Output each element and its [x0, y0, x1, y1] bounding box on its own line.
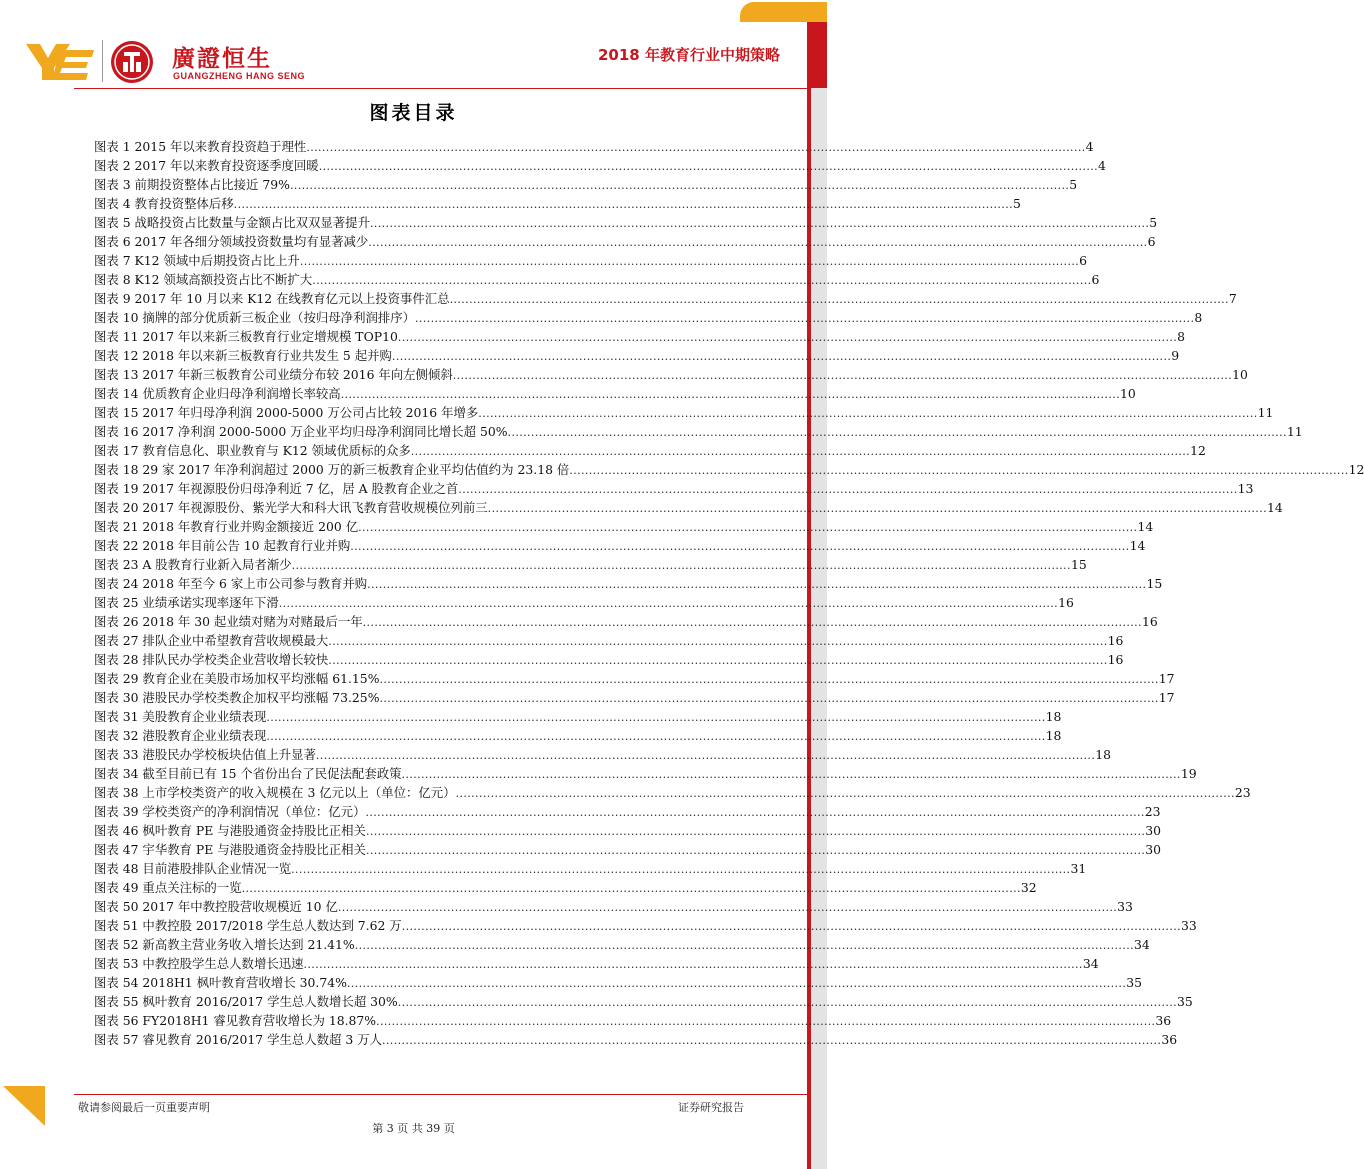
toc-entry-label: 图表 5 战略投资占比数量与金额占比双双显著提升	[94, 215, 370, 230]
toc-entry-page: 10	[1232, 367, 1248, 382]
toc-entry[interactable]	[94, 194, 1021, 213]
toc-entry[interactable]	[94, 973, 1143, 992]
toc-entry-label: 图表 46 枫叶教育 PE 与港股通资金持股比正相关	[94, 823, 366, 838]
toc-entry-page: 33	[1117, 899, 1133, 914]
toc-entry[interactable]	[94, 327, 1186, 346]
toc-dot-leader: ........................................................................................................................................................................................................	[315, 749, 1096, 762]
toc-dot-leader: ........................................................................................................................................................................................................	[266, 730, 1046, 743]
toc-entry-label: 图表 34 截至目前已有 15 个省份出台了民促法配套政策	[94, 766, 402, 781]
toc-entry[interactable]	[94, 726, 1062, 745]
toc-entry[interactable]	[94, 631, 1124, 650]
toc-entry-page: 14	[1267, 500, 1283, 515]
toc-entry-label: 图表 21 2018 年教育行业并购金额接近 200 亿	[94, 519, 359, 534]
toc-entry-label: 图表 33 港股民办学校板块估值上升显著	[94, 747, 316, 762]
toc-entry[interactable]	[94, 460, 1364, 479]
toc-entry[interactable]	[94, 1011, 1172, 1030]
toc-entry-label: 图表 11 2017 年以来新三板教育行业定增规模 TOP10	[94, 329, 398, 344]
toc-dot-leader: ........................................................................................................................................................................................................	[507, 426, 1287, 439]
toc-entry-page: 35	[1177, 994, 1193, 1009]
toc-entry-label: 图表 32 港股教育企业业绩表现	[94, 728, 267, 743]
toc-dot-leader: ........................................................................................................................................................................................................	[376, 1015, 1156, 1028]
toc-entry-page: 6	[1091, 272, 1100, 287]
toc-entry-label: 图表 2 2017 年以来教育投资逐季度回暖	[94, 158, 319, 173]
toc-entry-page: 18	[1095, 747, 1112, 762]
toc-entry-page: 32	[1020, 880, 1037, 895]
toc-entry-label: 图表 19 2017 年视源股份归母净利近 7 亿，居 A 股教育企业之首	[94, 481, 459, 496]
toc-dot-leader: ........................................................................................................................................................................................................	[569, 464, 1349, 477]
toc-entry[interactable]	[94, 289, 1237, 308]
toc-entry[interactable]	[94, 783, 1251, 802]
footer-disclaimer: 敬请参阅最后一页重要声明	[78, 1101, 210, 1114]
figure-toc	[94, 137, 1364, 1049]
toc-entry[interactable]	[94, 346, 1180, 365]
toc-entry-label: 图表 14 优质教育企业归母净利润增长率较高	[94, 386, 341, 401]
toc-entry-page: 23	[1144, 804, 1161, 819]
toc-entry-label: 图表 55 枫叶教育 2016/2017 学生总人数增长超 30%	[94, 994, 398, 1009]
toc-entry-page: 17	[1158, 690, 1175, 705]
toc-dot-leader: ........................................................................................................................................................................................................	[367, 578, 1147, 591]
toc-entry[interactable]	[94, 821, 1162, 840]
toc-entry-page: 35	[1126, 975, 1143, 990]
toc-entry[interactable]	[94, 650, 1124, 669]
toc-entry-label: 图表 9 2017 年 10 月以来 K12 在线教育亿元以上投资事件汇总	[94, 291, 450, 306]
toc-entry[interactable]	[94, 384, 1136, 403]
toc-dot-leader: ........................................................................................................................................................................................................	[312, 274, 1092, 287]
toc-dot-leader: ........................................................................................................................................................................................................	[299, 255, 1080, 268]
toc-entry-label: 图表 24 2018 年至今 6 家上市公司参与教育并购	[94, 576, 368, 591]
toc-dot-leader: ........................................................................................................................................................................................................	[358, 521, 1138, 534]
toc-dot-leader: ........................................................................................................................................................................................................	[328, 654, 1108, 667]
toc-entry[interactable]	[94, 403, 1274, 422]
toc-dot-leader: ........................................................................................................................................................................................................	[458, 483, 1238, 496]
toc-dot-leader: ........................................................................................................................................................................................................	[397, 996, 1178, 1009]
toc-entry-page: 18	[1045, 709, 1062, 724]
toc-entry-page: 36	[1161, 1032, 1178, 1047]
toc-dot-leader: ........................................................................................................................................................................................................	[340, 388, 1121, 401]
toc-entry-page: 6	[1079, 253, 1088, 268]
toc-dot-leader: ........................................................................................................................................................................................................	[306, 141, 1086, 154]
toc-entry-page: 16	[1058, 595, 1074, 610]
toc-entry[interactable]	[94, 175, 1078, 194]
toc-entry-page: 4	[1098, 158, 1106, 173]
toc-entry-label: 图表 38 上市学校类资产的收入规模在 3 亿元以上（单位：亿元）	[94, 785, 456, 800]
toc-entry-page: 16	[1141, 614, 1158, 629]
toc-entry-page: 5	[1069, 177, 1078, 192]
toc-entry[interactable]	[94, 536, 1146, 555]
toc-entry-label: 图表 29 教育企业在美股市场加权平均涨幅 61.15%	[94, 671, 380, 686]
toc-entry[interactable]	[94, 422, 1303, 441]
toc-entry[interactable]	[94, 745, 1112, 764]
toc-entry-label: 图表 48 目前港股排队企业情况一览	[94, 861, 292, 876]
toc-entry-label: 图表 57 睿见教育 2016/2017 学生总人数超 3 万人	[94, 1032, 382, 1047]
toc-dot-leader: ........................................................................................................................................................................................................	[410, 445, 1191, 458]
toc-dot-leader: ........................................................................................................................................................................................................	[291, 863, 1071, 876]
toc-dot-leader: ........................................................................................................................................................................................................	[289, 179, 1070, 192]
brand-name-cn: 廣證恒生	[172, 46, 272, 72]
toc-entry[interactable]	[94, 859, 1087, 878]
toc-entry-label: 图表 50 2017 年中教控股营收规模近 10 亿	[94, 899, 338, 914]
toc-entry[interactable]	[94, 308, 1203, 327]
toc-entry-label: 图表 6 2017 年各细分领域投资数量均有显著减少	[94, 234, 369, 249]
toc-entry-label: 图表 18 29 家 2017 年净利润超过 2000 万的新三板教育企业平均估值约为 23.18 倍	[94, 462, 570, 477]
toc-entry-label: 图表 30 港股民办学校类教企加权平均涨幅 73.25%	[94, 690, 380, 705]
toc-entry-label: 图表 22 2018 年目前公告 10 起教育行业并购	[94, 538, 351, 553]
toc-entry-page: 11	[1257, 405, 1274, 420]
logo-divider	[102, 40, 103, 82]
toc-dot-leader: ........................................................................................................................................................................................................	[368, 236, 1148, 249]
toc-entry-page: 8	[1194, 310, 1203, 325]
toc-entry-page: 33	[1181, 918, 1197, 933]
toc-dot-leader: ........................................................................................................................................................................................................	[379, 692, 1159, 705]
toc-dot-leader: ........................................................................................................................................................................................................	[241, 882, 1021, 895]
toc-entry-page: 16	[1107, 633, 1124, 648]
toc-entry-label: 图表 27 排队企业中希望教育营收规模最大	[94, 633, 329, 648]
toc-entry-label: 图表 25 业绩承诺实现率逐年下滑	[94, 595, 279, 610]
toc-entry[interactable]	[94, 840, 1162, 859]
page-title: 图表目录	[369, 102, 458, 124]
toc-dot-leader: ........................................................................................................................................................................................................	[478, 407, 1258, 420]
report-title: 2018 年教育行业中期策略	[598, 46, 780, 64]
toc-entry-page: 10	[1120, 386, 1136, 401]
header-rule	[74, 88, 807, 89]
toc-entry[interactable]	[94, 593, 1074, 612]
toc-entry-page: 4	[1085, 139, 1094, 154]
toc-entry-page: 14	[1129, 538, 1146, 553]
toc-entry-page: 5	[1149, 215, 1158, 230]
toc-entry-page: 19	[1180, 766, 1197, 781]
header-accent-bar	[740, 2, 827, 22]
toc-entry[interactable]	[94, 992, 1193, 1011]
toc-dot-leader: ........................................................................................................................................................................................................	[449, 293, 1229, 306]
toc-entry[interactable]	[94, 688, 1175, 707]
toc-entry[interactable]	[94, 1030, 1178, 1049]
toc-dot-leader: ........................................................................................................................................................................................................	[487, 502, 1267, 515]
toc-dot-leader: ........................................................................................................................................................................................................	[278, 597, 1059, 610]
toc-entry[interactable]	[94, 935, 1150, 954]
toc-entry[interactable]	[94, 916, 1197, 935]
toc-dot-leader: ........................................................................................................................................................................................................	[362, 616, 1142, 629]
toc-entry[interactable]	[94, 954, 1099, 973]
toc-dot-leader: ........................................................................................................................................................................................................	[379, 673, 1159, 686]
page-number: 第 3 页 共 39 页	[372, 1122, 455, 1135]
toc-dot-leader: ........................................................................................................................................................................................................	[354, 939, 1135, 952]
toc-entry[interactable]	[94, 251, 1088, 270]
toc-entry-label: 图表 1 2015 年以来教育投资趋于理性	[94, 139, 307, 154]
toc-dot-leader: ........................................................................................................................................................................................................	[452, 369, 1233, 382]
toc-entry-label: 图表 12 2018 年以来新三板教育行业共发生 5 起并购	[94, 348, 392, 363]
toc-dot-leader: ........................................................................................................................................................................................................	[303, 958, 1083, 971]
toc-entry-page: 17	[1158, 671, 1175, 686]
toc-dot-leader: ........................................................................................................................................................................................................	[291, 559, 1071, 572]
toc-entry-page: 5	[1013, 196, 1021, 211]
toc-entry-page: 15	[1070, 557, 1087, 572]
toc-entry-page: 12	[1190, 443, 1206, 458]
toc-dot-leader: ........................................................................................................................................................................................................	[401, 768, 1181, 781]
toc-dot-leader: ........................................................................................................................................................................................................	[415, 312, 1195, 325]
footer-rule	[74, 1094, 807, 1095]
toc-dot-leader: ........................................................................................................................................................................................................	[318, 160, 1099, 173]
toc-dot-leader: ........................................................................................................................................................................................................	[401, 920, 1182, 933]
toc-entry[interactable]	[94, 764, 1197, 783]
toc-dot-leader: ........................................................................................................................................................................................................	[328, 635, 1108, 648]
toc-entry-label: 图表 52 新高教主营业务收入增长达到 21.41%	[94, 937, 355, 952]
toc-entry[interactable]	[94, 612, 1158, 631]
brand-name-en: GUANGZHENG HANG SENG	[173, 71, 306, 81]
footer-report-type: 证券研究报告	[678, 1101, 744, 1114]
toc-entry[interactable]	[94, 213, 1158, 232]
toc-entry-label: 图表 23 A 股教育行业新入局者渐少	[94, 557, 292, 572]
toc-entry-page: 34	[1134, 937, 1150, 952]
toc-dot-leader: ........................................................................................................................................................................................................	[365, 825, 1146, 838]
toc-dot-leader: ........................................................................................................................................................................................................	[365, 806, 1145, 819]
toc-dot-leader: ........................................................................................................................................................................................................	[337, 901, 1118, 914]
toc-entry-page: 36	[1155, 1013, 1172, 1028]
toc-entry-label: 图表 54 2018H1 枫叶教育营收增长 30.74%	[94, 975, 347, 990]
toc-entry-page: 34	[1082, 956, 1099, 971]
toc-entry[interactable]	[94, 479, 1254, 498]
toc-entry-label: 图表 56 FY2018H1 睿见教育营收增长为 18.87%	[94, 1013, 377, 1028]
toc-entry[interactable]	[94, 156, 1106, 175]
toc-dot-leader: ........................................................................................................................................................................................................	[391, 350, 1172, 363]
toc-entry-page: 30	[1145, 823, 1162, 838]
toc-entry-page: 8	[1177, 329, 1186, 344]
toc-entry-page: 12	[1348, 462, 1364, 477]
toc-entry-label: 图表 49 重点关注标的一览	[94, 880, 242, 895]
toc-entry-label: 图表 16 2017 净利润 2000-5000 万企业平均归母净利润同比增长超 50%	[94, 424, 508, 439]
toc-entry-label: 图表 39 学校类资产的净利润情况（单位：亿元）	[94, 804, 366, 819]
toc-entry[interactable]	[94, 365, 1248, 384]
toc-entry-label: 图表 28 排队民办学校类企业营收增长较快	[94, 652, 329, 667]
toc-dot-leader: ........................................................................................................................................................................................................	[369, 217, 1150, 230]
toc-entry[interactable]	[94, 555, 1087, 574]
toc-entry[interactable]	[94, 441, 1206, 460]
toc-entry-label: 图表 51 中教控股 2017/2018 学生总人数达到 7.62 万	[94, 918, 402, 933]
toc-entry[interactable]	[94, 498, 1283, 517]
toc-entry[interactable]	[94, 137, 1094, 156]
toc-entry-page: 30	[1145, 842, 1162, 857]
toc-entry-page: 16	[1107, 652, 1124, 667]
toc-entry-label: 图表 47 宇华教育 PE 与港股通资金持股比正相关	[94, 842, 366, 857]
toc-entry[interactable]	[94, 517, 1154, 536]
toc-entry[interactable]	[94, 574, 1163, 593]
toc-entry[interactable]	[94, 232, 1156, 251]
toc-entry[interactable]	[94, 878, 1037, 897]
toc-dot-leader: ........................................................................................................................................................................................................	[397, 331, 1178, 344]
toc-entry-label: 图表 7 K12 领域中后期投资占比上升	[94, 253, 300, 268]
toc-entry[interactable]	[94, 669, 1175, 688]
toc-entry-label: 图表 20 2017 年视源股份、紫光学大和科大讯飞教育营收规模位列前三	[94, 500, 488, 515]
toc-entry-page: 11	[1286, 424, 1303, 439]
toc-entry-page: 14	[1137, 519, 1154, 534]
toc-entry-label: 图表 8 K12 领域高额投资占比不断扩大	[94, 272, 313, 287]
toc-entry-page: 31	[1070, 861, 1087, 876]
toc-entry-page: 23	[1234, 785, 1251, 800]
toc-entry-page: 9	[1171, 348, 1180, 363]
toc-entry-label: 图表 13 2017 年新三板教育公司业绩分布较 2016 年向左侧倾斜	[94, 367, 453, 382]
toc-dot-leader: ........................................................................................................................................................................................................	[233, 198, 1013, 211]
toc-entry-page: 13	[1237, 481, 1254, 496]
toc-dot-leader: ........................................................................................................................................................................................................	[365, 844, 1146, 857]
toc-entry-label: 图表 10 摘牌的部分优质新三板企业（按归母净利润排序）	[94, 310, 416, 325]
toc-entry-page: 18	[1045, 728, 1062, 743]
toc-entry-page: 6	[1147, 234, 1156, 249]
toc-entry[interactable]	[94, 802, 1161, 821]
toc-dot-leader: ........................................................................................................................................................................................................	[346, 977, 1127, 990]
toc-entry[interactable]	[94, 897, 1133, 916]
toc-entry-label: 图表 15 2017 年归母净利润 2000-5000 万公司占比较 2016 年增多	[94, 405, 479, 420]
toc-dot-leader: ........................................................................................................................................................................................................	[266, 711, 1046, 724]
toc-entry-label: 图表 26 2018 年 30 起业绩对赌为对赌最后一年	[94, 614, 363, 629]
toc-entry-label: 图表 3 前期投资整体占比接近 79%	[94, 177, 290, 192]
toc-entry-page: 15	[1146, 576, 1163, 591]
toc-entry-label: 图表 31 美股教育企业业绩表现	[94, 709, 267, 724]
toc-entry-label: 图表 4 教育投资整体后移	[94, 196, 234, 211]
toc-dot-leader: ........................................................................................................................................................................................................	[350, 540, 1130, 553]
toc-dot-leader: ........................................................................................................................................................................................................	[382, 1034, 1162, 1047]
toc-dot-leader: ........................................................................................................................................................................................................	[455, 787, 1235, 800]
ye-logo-icon	[26, 40, 96, 82]
toc-entry[interactable]	[94, 707, 1062, 726]
toc-entry-page: 7	[1228, 291, 1237, 306]
toc-entry[interactable]	[94, 270, 1100, 289]
toc-entry-label: 图表 17 教育信息化、职业教育与 K12 领域优质标的众多	[94, 443, 411, 458]
toc-entry-label: 图表 53 中教控股学生总人数增长迅速	[94, 956, 304, 971]
company-seal-icon	[110, 40, 154, 84]
